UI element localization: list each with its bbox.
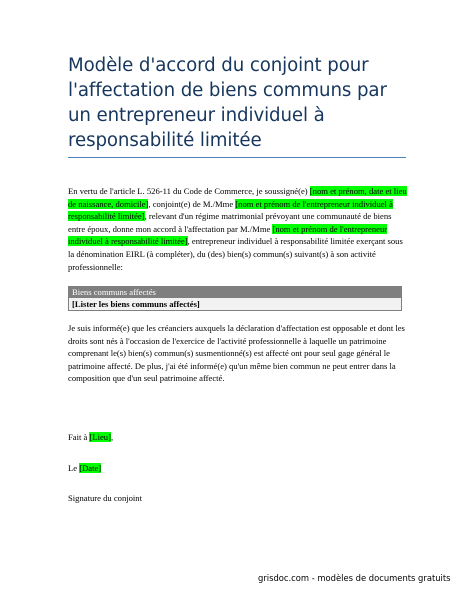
title-divider xyxy=(68,157,406,158)
placeholder-entrepreneur-name: [nom et prénom de l'entrepreneur individuel à responsabilité limitée] xyxy=(68,198,393,222)
placeholder-entrepreneur-name-2: [nom et prénom de l'entrepreneur individuel à responsabilité limitée] xyxy=(68,223,388,247)
creditors-paragraph: Je suis informé(e) que les créanciers auxquels la déclaration d'affectation est opposable et dont les droits sont nés à l'occasion de l'exercice de l'activité professionnelle à laquelle un patrimoine comprenant le(s) bien(s) commun(s) susmentionné(s) est affecté ont pour seul gage général le patrimoine affecté. De plus, j'ai été informé(e) qu'un même bien commun ne peut entrer dans la composition que d'un seul patrimoine affecté. xyxy=(68,323,405,384)
placeholder-place: [Lieu] xyxy=(89,432,111,442)
intro-text-2: , conjoint(e) de M./Mme xyxy=(148,198,236,209)
placeholder-spouse-identity: [nom et prénom, date et lieu de naissance, domicile] xyxy=(68,186,407,209)
place-label: Fait à xyxy=(68,432,90,442)
intro-text-3: , relevant d'un régime matrimonial prévoyant une communauté de biens entre époux, donne mon accord à l'affectation par M./Mme xyxy=(68,211,392,234)
assets-table-row: [Lister les biens communs affectés] xyxy=(69,298,401,310)
place-line xyxy=(68,431,408,444)
placeholder-date: [Date] xyxy=(79,463,102,473)
signature-label: Signature du conjoint xyxy=(68,493,142,503)
footer-text: grisdoc.com - modèles de documents gratuits xyxy=(258,573,451,583)
document-title: Modèle d'accord du conjoint pour l'affectation de biens communs par un entrepreneur individuel à responsabilité limitée xyxy=(68,55,387,151)
assets-table-header: Biens communs affectés xyxy=(69,287,401,298)
place-suffix: , xyxy=(110,432,114,442)
assets-table xyxy=(68,286,402,311)
intro-text-1: En vertu de l'article L. 526-11 du Code de Commerce, je soussigné(e) xyxy=(68,186,310,196)
date-line xyxy=(68,462,408,475)
date-label: Le xyxy=(68,463,80,473)
intro-text-4: , entrepreneur individuel à responsabilité limitée exerçant sous la dénomination EIRL (à compléter), du (des) bien(s) commun(s) suivant(s) à son activité professionnelle: xyxy=(68,236,403,272)
intro-paragraph xyxy=(68,185,408,273)
